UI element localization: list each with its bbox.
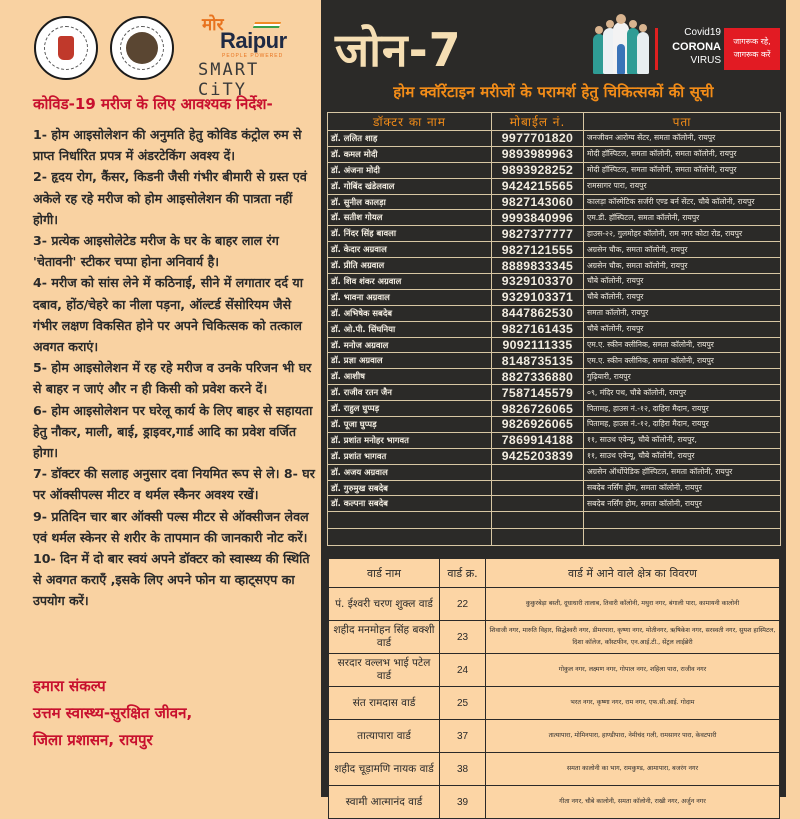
doctor-row [328,305,781,321]
doctor-mobile[interactable]: 9329103370 [492,274,584,290]
column-header-mobile: मोबाईल नं. [492,113,584,131]
pledge-block [33,673,319,754]
wards-table [328,558,780,819]
ward-areas: गीता नगर, चौबे कालोनी, समता कॉलोनी, राखी नगर, अर्जुन नगर [486,786,780,819]
logo-strip [30,10,310,100]
doctor-address: अग्रसेन चौक, समता कॉलोनी, रायपुर [584,242,781,258]
doctor-name: डॉ. सतीश गोयल [328,210,492,226]
guideline-item: 1- होम आइसोलेशन की अनुमति हेतु कोविड कंट्रोल रुम से प्राप्त निर्धारित प्रपत्र में अंडरटेकिंग अवश्य दें। [33,127,302,164]
guideline-item: 4- मरीज को सांस लेने में कठिनाई, सीने में लगातार दर्द या दबाव, होंठ/चेहरे का नीला पड़ना, ऑल्टर्ड सेंसोरियम जैसे गंभीर लक्षण विकसित होने पर अपने चिकित्सक को तत्काल अवगत कराएं। [33,275,303,355]
doctors-table [327,112,781,546]
table-header-row [329,559,780,588]
doctor-row [328,464,781,480]
doctor-address: गुढ़ियारी, रायपुर [584,369,781,385]
covid-line: Covid19 [684,27,721,38]
doctor-address: कालड़ा कॉस्मेटिक सर्जरी एण्ड बर्न सेंटर, चौबे कॉलोनी, रायपुर [584,194,781,210]
doctor-row [328,321,781,337]
ward-areas: भरत नगर, कृष्णा नगर, राम नगर, एफ.सी.आई. गोदाम [486,687,780,720]
doctor-row [328,353,781,369]
doctor-mobile[interactable]: 9424215565 [492,178,584,194]
slogan-line: जागरूक करें [733,50,771,59]
doctor-row [328,178,781,194]
empty-cell [328,512,492,529]
doctor-address: समता कॉलोनी, रायपुर [584,305,781,321]
logo-tagline: PEOPLE POWERED [222,53,284,59]
table-header-row [328,113,781,131]
ward-row [329,687,780,720]
doctor-mobile[interactable]: 8148735135 [492,353,584,369]
guideline-item: 9- प्रतिदिन चार बार ऑक्सी पल्स मीटर से ऑक्सीजन लेवल एवं थर्मल स्केनर से शरीर के तापमान की जानकारी नोट करें। [33,508,309,545]
doctor-row [328,480,781,496]
ward-row [329,654,780,687]
guideline-item: 6- होम आइसोलेशन पर घरेलू कार्य के लिए बाहर से सहायता हेतु नौकर, माली, बाई, ड्राइवर,गार्ड आदि का प्रवेश वर्जित होगा। [33,402,313,461]
ward-number: 24 [440,654,486,687]
guidelines-title: कोविड-19 मरीज के लिए आवश्यक निर्देश- [33,95,273,113]
doctor-name: डॉ. गुरुमुख सबदेब [328,480,492,496]
logo-suffix: SMART CiTY [198,60,260,100]
doctor-address: एम.ए. स्कीन क्लीनिक, समता कॉलोनी, रायपुर [584,353,781,369]
doctor-row [328,131,781,147]
guideline-item: 7- डॉक्टर की सलाह अनुसार दवा नियमित रूप से ले। 8- घर पर ऑक्सीपल्स मीटर व थर्मल स्कैनर अवश्य रखें। [33,466,315,503]
doctor-address: मोदी हॉस्पिटल, समता कॉलोनी, समता कॉलोनी, रायपुर [584,146,781,162]
chhattisgarh-emblem-logo [34,16,98,80]
doctor-name: डॉ. केदार अग्रवाल [328,242,492,258]
ward-number: 25 [440,687,486,720]
pledge-line: उत्तम स्वास्थ्य-सुरक्षित जीवन, [33,704,193,722]
pledge-line: हमारा संकल्प [33,677,106,695]
doctor-name: डॉ. अंजना मोदी [328,162,492,178]
doctor-name: डॉ. मनोज अग्रवाल [328,337,492,353]
doctor-address: सबदेब नर्सिंग होम, समता कॉलोनी, रायपुर [584,496,781,512]
ward-areas: समता कालोनी का भाग, रामकुण्ड, आमापारा, बजरंग नगर [486,753,780,786]
ward-name: तात्यापारा वार्ड [329,720,440,753]
doctor-mobile[interactable]: 9827121555 [492,242,584,258]
column-header-ward-name: वार्ड नाम [329,559,440,588]
doctor-mobile[interactable]: 9827377777 [492,226,584,242]
ward-name: स्वामी आत्मानंद वार्ड [329,786,440,819]
doctor-address: अग्रसेन ऑर्थोपेडिक हॉस्पिटल, समता कॉलोनी, रायपुर [584,464,781,480]
doctor-mobile [492,480,584,496]
doctor-name: डॉ. सुनील कालड़ा [328,194,492,210]
ward-row [329,786,780,819]
zone-title: जोन-7 [335,23,462,77]
doctor-address: जनजीवन आरोग्य सेंटर, समता कॉलोनी, रायपुर [584,131,781,147]
doctor-mobile[interactable]: 9827161435 [492,321,584,337]
doctor-name: डॉ. ओ.पी. सिंघनिया [328,321,492,337]
column-header-name: डॉक्टर का नाम [328,113,492,131]
ward-areas: गोकुल नगर, लक्ष्मण नगर, गोपाल नगर, शहिला पारा, राजीव नगर [486,654,780,687]
doctor-name: डॉ. ललित शाह [328,131,492,147]
doctor-row [328,210,781,226]
guidelines-column [0,0,321,800]
doctor-mobile[interactable]: 9893928252 [492,162,584,178]
guideline-item: 2- हृदय रोग, कैंसर, किडनी जैसी गंभीर बीमारी से ग्रस्त एवं अकेले रह रहे मरीज को होम आइसोलेशन की पात्रता नहीं होगी। [33,169,307,227]
doctor-address: मोदी हॉस्पिटल, समता कॉलोनी, समता कॉलोनी, रायपुर [584,162,781,178]
logo-name: Raipur [220,28,287,53]
doctor-row [328,448,781,464]
column-header-address: पता [584,113,781,131]
doctor-address: चौबे कॉलोनी, रायपुर [584,289,781,305]
doctor-row [328,337,781,353]
doctor-row [328,289,781,305]
doctor-row [328,432,781,448]
doctor-row [328,226,781,242]
ward-number: 37 [440,720,486,753]
doctor-name: डॉ. राहुल घुप्पड़ [328,401,492,417]
doctor-name: डॉ. प्रज्ञा अग्रवाल [328,353,492,369]
doctor-mobile[interactable]: 7869914188 [492,432,584,448]
doctor-name: डॉ. आशीष [328,369,492,385]
doctor-address: एम.ए. स्कीन क्लीनिक, समता कॉलोनी, रायपुर [584,337,781,353]
column-header-ward-number: वार्ड क्र. [440,559,486,588]
guidelines-list [33,124,319,612]
logo-prefix: मोर [202,15,224,35]
doctor-mobile[interactable]: 8889833345 [492,258,584,274]
empty-cell [492,529,584,546]
doctor-address: सबदेब नर्सिंग होम, समता कॉलोनी, रायपुर [584,480,781,496]
municipal-corporation-emblem-logo [110,16,174,80]
doctor-address: पितामह, हाउस नं.-१२, दाहिरा मैदान, रायपुर [584,417,781,433]
ward-name: पं. ईश्वरी चरण शुक्ल वार्ड [329,588,440,621]
doctor-address: ०९, मंदिर पथ, चौबे कॉलोनी, रायपुर [584,385,781,401]
doctor-address: रामसागर पारा, रायपुर [584,178,781,194]
ward-number: 22 [440,588,486,621]
doctor-mobile[interactable]: 9826926065 [492,417,584,433]
slogan-line: जागरूक रहे, [733,37,771,46]
doctor-name: डॉ. गोबिंद खंडेलवाल [328,178,492,194]
covid-line: CORONA [672,41,721,53]
guideline-item: 3- प्रत्येक आइसोलेटेड मरीज के घर के बाहर लाल रंग 'चेतावनी' स्टीकर चप्पा होना अनिवार्य है। [33,233,279,270]
doctor-name: डॉ. निंदर सिंह बावला [328,226,492,242]
doctor-row [328,369,781,385]
doctor-name: डॉ. शिव शंकर अग्रवाल [328,274,492,290]
doctor-row [328,417,781,433]
doctor-row [328,242,781,258]
doctor-address: एम.डी. हॉस्पिटल, समता कॉलोनी, रायपुर [584,210,781,226]
covid-label [661,26,721,68]
empty-cell [492,512,584,529]
guideline-item: 5- होम आइसोलेशन में रह रहे मरीज व उनके परिजन भी घर से बाहर न जाएं और न ही किसी को प्रवेश करने दें। [33,360,312,397]
ward-row [329,753,780,786]
doctor-name: डॉ. पूजा घुप्पड़ [328,417,492,433]
ward-name: सरदार वल्लभ भाई पटेल वार्ड [329,654,440,687]
ward-row [329,720,780,753]
doctor-row [328,146,781,162]
doctor-name: डॉ. प्रीति अग्रवाल [328,258,492,274]
ward-number: 23 [440,621,486,654]
doctor-row [328,385,781,401]
doctor-row [328,258,781,274]
doctor-mobile[interactable]: 9826726065 [492,401,584,417]
doctor-mobile[interactable]: 9893989963 [492,146,584,162]
doctor-mobile[interactable]: 8827336880 [492,369,584,385]
doctor-mobile[interactable]: 9425203839 [492,448,584,464]
doctor-row [328,401,781,417]
ward-number: 39 [440,786,486,819]
doctor-address: ११, साउथ एवेन्यू, चौबे कॉलोनी, रायपुर, [584,432,781,448]
doctor-mobile[interactable]: 9993840996 [492,210,584,226]
ward-row [329,621,780,654]
pledge-line: जिला प्रशासन, रायपुर [33,731,153,749]
doctor-mobile [492,496,584,512]
ward-areas: शिवाजी नगर, मारुति विहार, सिद्धेश्वरी नगर, डीमरपारा, कृष्णा नगर, मोतीनगर, ऋषिकेश नगर, सरस्वती नगर, सुयश हास्पिटल, दिशा कॉलेज, कॉस्टफीन, एन.आई.टी., सेंट्रल लाईब्रेरी [486,621,780,654]
empty-cell [584,512,781,529]
doctor-name: डॉ. अजय अग्रवाल [328,464,492,480]
doctor-list-title: होम क्वॉरेंटाइन मरीजों के परामर्श हेतु चिकित्सकों की सूची [393,83,714,101]
doctor-mobile [492,464,584,480]
empty-cell [584,529,781,546]
doctor-row [328,194,781,210]
doctor-address: ११, साउथ एवेन्यू, चौबे कॉलोनी, रायपुर [584,448,781,464]
empty-row [328,512,781,529]
doctor-row [328,274,781,290]
doctor-name: डॉ. भावना अग्रवाल [328,289,492,305]
doctor-name: डॉ. कमल मोदी [328,146,492,162]
doctor-mobile[interactable]: 9329103371 [492,289,584,305]
raipur-smart-city-logo [198,12,308,100]
ward-number: 38 [440,753,486,786]
ward-row [329,588,780,621]
doctor-address: चौबे कॉलोनी, रायपुर [584,274,781,290]
doctor-mobile[interactable]: 8447862530 [492,305,584,321]
medical-staff-illustration [591,14,651,74]
doctor-mobile[interactable]: 7587145579 [492,385,584,401]
doctor-name: डॉ. प्रशांत भागवत [328,448,492,464]
ward-name: शहीद मनमोहन सिंह बक्शी वार्ड [329,621,440,654]
doctor-name: डॉ. कल्पना सबदेब [328,496,492,512]
doctor-row [328,162,781,178]
ward-areas: तात्यापारा, मोमिनपारा, हाण्डीपारा, नेमीचंद गली, रामसागर पारा, केवटपारी [486,720,780,753]
doctor-mobile[interactable]: 9827143060 [492,194,584,210]
doctor-address: हाउस-२२, गुलमोहर कॉलोनी, राम नगर कोटा रोड, रायपुर [584,226,781,242]
ward-name: संत रामदास वार्ड [329,687,440,720]
column-header-ward-areas: वार्ड में आने वाले क्षेत्र का विवरण [486,559,780,588]
doctor-name: डॉ. राजीव रतन जैन [328,385,492,401]
doctor-row [328,496,781,512]
doctor-name: डॉ. अभिषेक सबदेब [328,305,492,321]
guideline-item: 10- दिन में दो बार स्वयं अपने डॉक्टर को स्वास्थ्य की स्थिति से अवगत कराएँ ,इसके लिए अपने फोन या व्हाट्सएप का उपयोग करें। [33,551,310,609]
doctor-address: पितामह, हाउस नं.-१२, दाहिरा मैदान, रायपुर [584,401,781,417]
doctor-name: डॉ. प्रशांत मनोहर भागवत [328,432,492,448]
doctor-mobile[interactable]: 9092111335 [492,337,584,353]
divider [655,28,658,70]
covid-line: VIRUS [690,55,721,66]
doctor-address: चौबे कॉलोनी, रायपुर [584,321,781,337]
awareness-badge [724,28,780,70]
ward-name: शहीद चूड़ामणि नायक वार्ड [329,753,440,786]
doctor-address: अग्रसेन चौक, समता कॉलोनी, रायपुर [584,258,781,274]
empty-row [328,529,781,546]
doctor-list-panel [321,0,786,808]
doctor-mobile[interactable]: 9977701820 [492,131,584,147]
empty-cell [328,529,492,546]
ward-areas: कुकुरबेड़ा बस्ती, दूधाधारी तालाब, तिवारी कॉलोनी, मथुरा नगर, बंगाली पारा, कामायनी कालोनी [486,588,780,621]
